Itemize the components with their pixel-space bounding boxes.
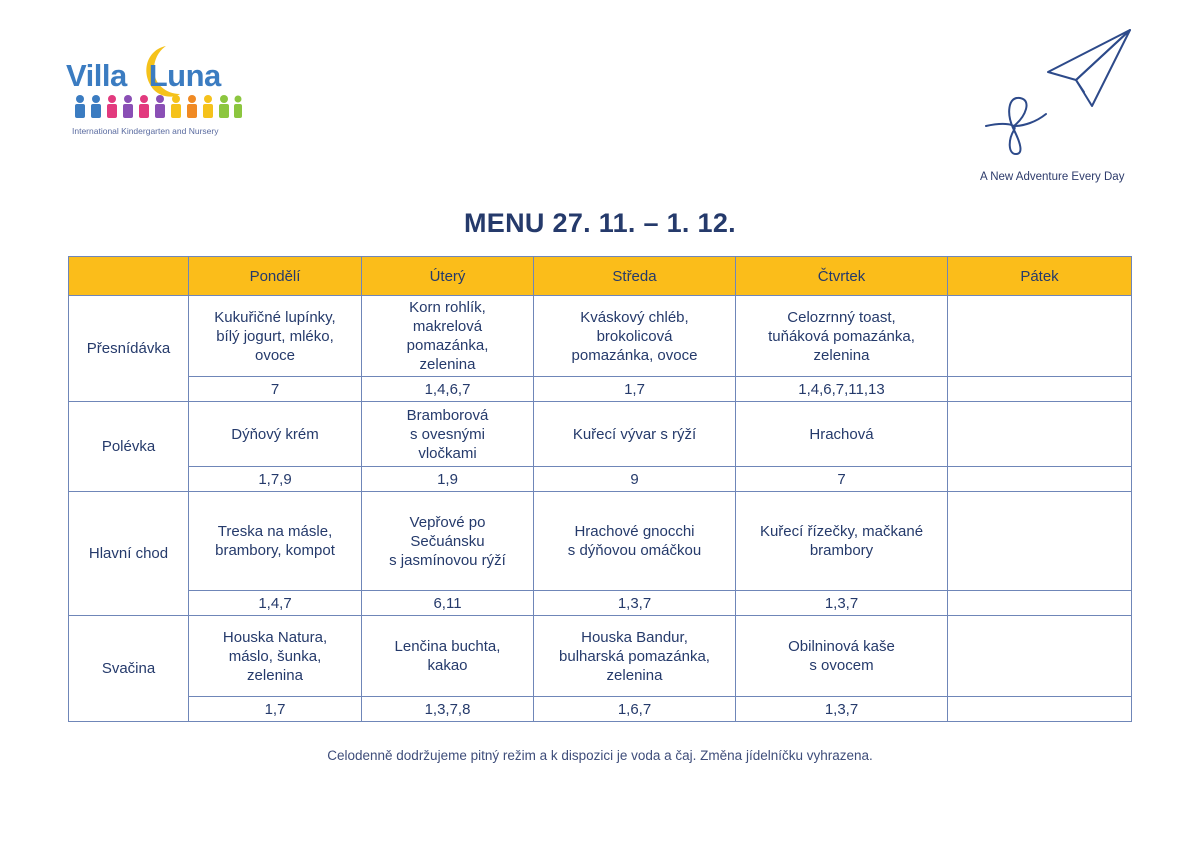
allergen-row [69,591,1132,616]
allergen-cell [948,467,1132,492]
allergen-cell: 9 [534,467,736,492]
meal-line: tuňáková pomazánka, [768,327,915,345]
meal-line: Kuřecí vývar s rýží [572,425,697,443]
meal-cell [736,492,948,591]
meal-cell [362,492,534,591]
meal-type-label: Polévka [69,402,189,492]
allergen-cell: 6,11 [362,591,534,616]
meal-line: zelenina [247,666,303,684]
meal-type-label: Hlavní chod [69,492,189,616]
meal-type-label: Přesnídávka [69,296,189,402]
meal-line: vločkami [418,444,477,462]
logo-word-luna: Luna [148,58,221,93]
menu-table-body [69,296,1132,722]
logo-wordmark [66,58,221,94]
meal-line: Obilninová kaše [788,638,895,655]
meal-line: Kuřecí řízečky, mačkané [759,523,924,540]
allergen-row [69,377,1132,402]
allergen-cell: 7 [736,467,948,492]
allergen-cell: 1,3,7,8 [362,697,534,722]
meal-line: s dýňovou omáčkou [567,542,702,559]
menu-table [68,256,1132,722]
meal-line: Lenčina buchta, [394,638,501,655]
meal-cell [948,616,1132,697]
meal-line: s ovesnými [409,425,486,443]
allergen-cell: 1,4,6,7 [362,377,534,402]
children-icon [72,94,242,120]
meal-cell [534,616,736,697]
allergen-cell: 1,4,6,7,11,13 [736,377,948,402]
table-header-row [69,257,1132,296]
table-row [69,402,1132,467]
meal-line: Houska Natura, [222,628,328,646]
villa-luna-logo [66,44,246,140]
meal-line: Kukuřičné lupínky, [214,308,336,326]
meal-line: s ovocem [809,657,874,674]
meal-line: Sečuánsku [410,532,485,550]
header-day: Čtvrtek [736,257,948,296]
allergen-cell: 1,3,7 [736,591,948,616]
logo-subtitle: International Kindergarten and Nursery [72,126,219,136]
table-row [69,296,1132,377]
meal-line: ovoce [254,346,296,364]
meal-cell [362,296,534,377]
meal-line: Celozrnný toast, [787,308,896,326]
meal-cell [362,402,534,467]
meal-line: Vepřové po [409,513,486,531]
meal-line: zelenina [419,356,476,373]
allergen-row [69,697,1132,722]
meal-line: pomazánka, ovoce [571,346,698,364]
table-row [69,616,1132,697]
meal-cell [736,402,948,467]
meal-line: makrelová [412,318,483,335]
meal-cell [189,402,362,467]
allergen-cell: 1,4,7 [189,591,362,616]
allergen-cell [948,377,1132,402]
meal-type-label: Svačina [69,616,189,722]
header-day: Pondělí [189,257,362,296]
allergen-cell: 1,3,7 [534,591,736,616]
meal-cell [189,492,362,591]
allergen-cell: 1,7,9 [189,467,362,492]
header-day: Pátek [948,257,1132,296]
allergen-cell: 1,7 [189,697,362,722]
meal-line: kakao [427,657,468,674]
allergen-cell: 1,6,7 [534,697,736,722]
meal-line: bílý jogurt, mléko, [216,327,334,345]
meal-line: Hrachové gnocchi [574,523,695,540]
meal-cell [189,296,362,377]
meal-line: brokolicová [596,327,673,345]
meal-line: Bramborová [406,406,489,424]
meal-line: Hrachová [809,425,874,443]
meal-line: s jasmínovou rýží [389,551,506,569]
meal-cell [948,402,1132,467]
meal-cell [189,616,362,697]
meal-line: zelenina [813,346,870,364]
meal-cell [534,296,736,377]
meal-line: Treska na másle, [217,523,333,540]
meal-cell [948,492,1132,591]
meal-cell [736,296,948,377]
header-day: Úterý [362,257,534,296]
meal-cell [534,492,736,591]
meal-line: brambory [809,542,874,559]
logo-word-villa: Villa [66,58,127,93]
header-day: Středa [534,257,736,296]
allergen-cell: 1,3,7 [736,697,948,722]
meal-cell [362,616,534,697]
meal-line: bulharská pomazánka, [559,647,710,665]
meal-line: brambory, kompot [215,542,335,559]
meal-line: Kváskový chléb, [580,308,689,326]
allergen-cell: 1,9 [362,467,534,492]
header-corner [69,257,189,296]
allergen-cell: 7 [189,377,362,402]
meal-cell [736,616,948,697]
meal-line: pomazánka, [406,337,489,354]
meal-line: Houska Bandur, [581,628,688,646]
allergen-cell [948,591,1132,616]
allergen-row [69,467,1132,492]
allergen-cell: 1,7 [534,377,736,402]
tagline: A New Adventure Every Day [980,171,1125,183]
footer-note: Celodenně dodržujeme pitný režim a k dispozici je voda a čaj. Změna jídelníčku vyhrazena. [327,748,873,763]
meal-line: zelenina [606,666,663,684]
menu-title: MENU 27. 11. – 1. 12. [464,208,736,238]
meal-line: Korn rohlík, [409,299,486,316]
meal-line: Dýňový krém [231,425,319,443]
meal-cell [534,402,736,467]
table-row [69,492,1132,591]
allergen-cell [948,697,1132,722]
meal-line: máslo, šunka, [228,647,322,665]
meal-cell [948,296,1132,377]
paper-airplane-icon [980,26,1140,161]
